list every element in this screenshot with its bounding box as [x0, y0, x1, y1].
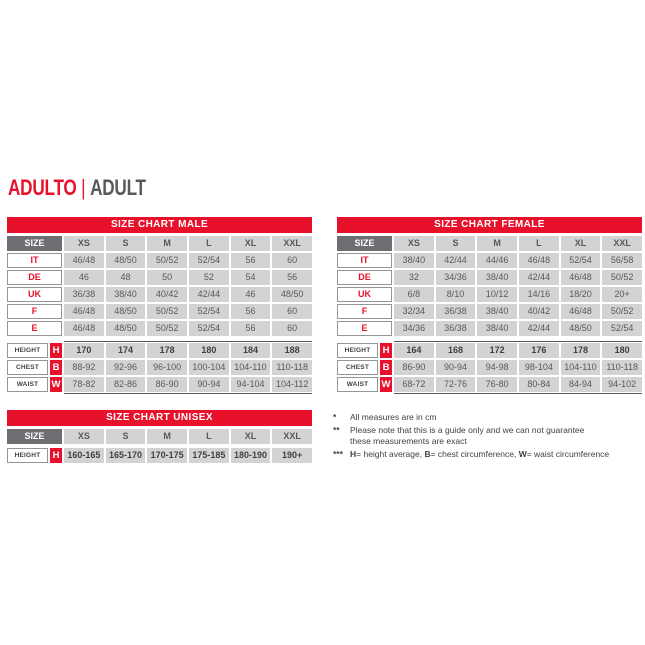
size-value-cell: 32 — [394, 270, 434, 285]
size-row — [7, 287, 312, 302]
measurement-value-cell: 175-185 — [189, 448, 229, 463]
measurement-name-cell: HEIGHT — [7, 448, 48, 463]
measurement-value-cell: 168 — [436, 343, 476, 358]
size-row — [7, 270, 312, 285]
row-label-cell: DE — [337, 270, 392, 285]
measurement-block — [7, 341, 312, 394]
measurement-value-cell: 174 — [106, 343, 146, 358]
measurement-value-cell: 165-170 — [106, 448, 146, 463]
column-header-cell: XXL — [602, 236, 642, 251]
row-label-cell: IT — [7, 253, 62, 268]
measurement-value-cell: 94-98 — [477, 360, 517, 375]
size-value-cell: 52 — [189, 270, 229, 285]
measurement-label — [7, 360, 62, 375]
measurement-value-cell: 94-102 — [602, 377, 642, 392]
measurement-block — [7, 448, 312, 463]
size-value-cell: 46/48 — [561, 270, 601, 285]
footnotes — [333, 412, 645, 462]
measurement-value-cell: 82-86 — [106, 377, 146, 392]
size-value-cell: 46/48 — [561, 304, 601, 319]
measurement-value-cell: 104-110 — [561, 360, 601, 375]
measurement-value-cell: 86-90 — [394, 360, 434, 375]
column-header-cell: XXL — [272, 429, 312, 444]
column-header-cell: XXL — [272, 236, 312, 251]
size-value-cell: 46 — [231, 287, 271, 302]
page-title — [8, 175, 146, 201]
measurement-value-cell: 178 — [561, 343, 601, 358]
measurement-name-cell: WAIST — [7, 377, 48, 392]
measurement-letter-badge: H — [50, 448, 62, 463]
measurement-name-cell: WAIST — [337, 377, 378, 392]
size-value-cell: 46/48 — [64, 253, 104, 268]
measurement-letter-badge: W — [51, 379, 61, 390]
column-header-cell: S — [436, 236, 476, 251]
size-value-cell: 42/44 — [519, 321, 559, 336]
size-value-cell: 34/36 — [394, 321, 434, 336]
measurement-name-cell: CHEST — [7, 360, 48, 375]
size-value-cell: 32/34 — [394, 304, 434, 319]
size-value-cell: 36/38 — [436, 321, 476, 336]
size-value-cell: 44/46 — [477, 253, 517, 268]
measurement-value-cell: 180 — [189, 343, 229, 358]
column-header-cell: XL — [561, 236, 601, 251]
measurement-value-cell: 68-72 — [394, 377, 434, 392]
size-chart-male-table — [7, 217, 312, 394]
measurement-letter-badge: H — [50, 343, 62, 358]
size-value-cell: 60 — [272, 304, 312, 319]
size-value-cell: 48/50 — [106, 321, 146, 336]
size-value-cell: 50/52 — [602, 304, 642, 319]
size-value-cell: 42/44 — [519, 270, 559, 285]
size-value-cell: 10/12 — [477, 287, 517, 302]
size-value-cell: 38/40 — [394, 253, 434, 268]
size-value-cell: 40/42 — [519, 304, 559, 319]
size-value-cell: 46/48 — [64, 321, 104, 336]
measurement-value-cell: 78-82 — [64, 377, 104, 392]
measurement-value-cell: 80-84 — [519, 377, 559, 392]
row-label-cell: UK — [337, 287, 392, 302]
measurement-row — [337, 360, 642, 375]
footnote — [333, 425, 645, 447]
size-value-cell: 54 — [231, 270, 271, 285]
measurement-value-cell: 170-175 — [147, 448, 187, 463]
measurement-value-cell: 190+ — [272, 448, 312, 463]
size-value-cell: 50/52 — [147, 304, 187, 319]
measurement-value-cell: 164 — [394, 343, 434, 358]
size-value-cell: 38/40 — [477, 270, 517, 285]
measurement-value-cell: 88-92 — [64, 360, 104, 375]
table-header-row — [7, 429, 312, 444]
measurement-row — [7, 343, 312, 358]
measurement-row — [7, 377, 312, 392]
size-value-cell: 46 — [64, 270, 104, 285]
column-header-cell: M — [147, 236, 187, 251]
measurement-value-cell: 104-110 — [231, 360, 271, 375]
table-title-bar: SIZE CHART FEMALE — [337, 217, 642, 233]
column-header-cell: L — [189, 429, 229, 444]
size-value-cell: 34/36 — [436, 270, 476, 285]
size-value-cell: 20+ — [602, 287, 642, 302]
size-value-cell: 48/50 — [272, 287, 312, 302]
measurement-label — [337, 377, 392, 392]
row-label-cell: UK — [7, 287, 62, 302]
measurement-letter-badge: B — [380, 360, 392, 375]
size-value-cell: 52/54 — [561, 253, 601, 268]
row-label-cell: IT — [337, 253, 392, 268]
measurement-value-cell: 178 — [147, 343, 187, 358]
row-label-cell: E — [337, 321, 392, 336]
size-value-cell: 48/50 — [561, 321, 601, 336]
measurement-value-cell: 98-104 — [519, 360, 559, 375]
size-header-cell: SIZE — [7, 236, 62, 251]
size-value-cell: 42/44 — [436, 253, 476, 268]
size-value-cell: 52/54 — [189, 304, 229, 319]
size-row — [7, 321, 312, 336]
size-value-cell: 38/40 — [477, 321, 517, 336]
size-value-cell: 56/58 — [602, 253, 642, 268]
measurement-value-cell: 104-112 — [272, 377, 312, 392]
column-header-cell: S — [106, 236, 146, 251]
measurement-value-cell: 176 — [519, 343, 559, 358]
size-row — [7, 304, 312, 319]
footnote — [333, 449, 645, 460]
size-value-cell: 52/54 — [189, 253, 229, 268]
measurement-value-cell: 110-118 — [272, 360, 312, 375]
size-row — [337, 287, 642, 302]
size-header-cell: SIZE — [337, 236, 392, 251]
footnote-marker: ** — [333, 425, 340, 435]
size-value-cell: 36/38 — [64, 287, 104, 302]
row-label-cell: E — [7, 321, 62, 336]
measurement-row — [7, 360, 312, 375]
size-value-cell: 50 — [147, 270, 187, 285]
measurement-name-cell: CHEST — [337, 360, 378, 375]
column-header-cell: M — [147, 429, 187, 444]
measurement-label — [7, 377, 62, 392]
table-title-bar: SIZE CHART MALE — [7, 217, 312, 233]
footnote-text: Please note that this is a guide only and we can not guarantee these measurements are exact — [350, 425, 585, 446]
size-value-cell: 46/48 — [519, 253, 559, 268]
measurement-letter-badge: H — [380, 343, 392, 358]
size-row — [337, 253, 642, 268]
size-value-cell: 14/16 — [519, 287, 559, 302]
size-value-cell: 52/54 — [602, 321, 642, 336]
row-label-cell: F — [337, 304, 392, 319]
measurement-label — [7, 343, 62, 358]
column-header-cell: XS — [64, 236, 104, 251]
measurement-value-cell: 90-94 — [189, 377, 229, 392]
size-value-cell: 56 — [231, 304, 271, 319]
measurement-label — [337, 360, 392, 375]
size-value-cell: 42/44 — [189, 287, 229, 302]
size-row — [337, 270, 642, 285]
footnote-text: All measures are in cm — [350, 412, 437, 422]
size-value-cell: 36/38 — [436, 304, 476, 319]
measurement-value-cell: 170 — [64, 343, 104, 358]
measurement-value-cell: 184 — [231, 343, 271, 358]
size-value-cell: 50/52 — [602, 270, 642, 285]
page-title-separator: | — [81, 175, 86, 200]
size-value-cell: 48/50 — [106, 304, 146, 319]
size-value-cell: 48/50 — [106, 253, 146, 268]
table-header-row — [7, 236, 312, 251]
row-label-cell: DE — [7, 270, 62, 285]
column-header-cell: XL — [231, 429, 271, 444]
measurement-value-cell: 180 — [602, 343, 642, 358]
footnote — [333, 412, 645, 423]
size-row — [7, 253, 312, 268]
measurement-row — [337, 377, 642, 392]
measurement-value-cell: 86-90 — [147, 377, 187, 392]
measurement-value-cell: 188 — [272, 343, 312, 358]
measurement-value-cell: 92-96 — [106, 360, 146, 375]
column-header-cell: S — [106, 429, 146, 444]
measurement-value-cell: 172 — [477, 343, 517, 358]
measurement-value-cell: 84-94 — [561, 377, 601, 392]
size-value-cell: 48 — [106, 270, 146, 285]
measurement-label — [7, 448, 62, 463]
size-value-cell: 40/42 — [147, 287, 187, 302]
measurement-value-cell: 90-94 — [436, 360, 476, 375]
measurement-name-cell: HEIGHT — [7, 343, 48, 358]
column-header-cell: XS — [64, 429, 104, 444]
size-value-cell: 18/20 — [561, 287, 601, 302]
measurement-label — [337, 343, 392, 358]
measurement-value-cell: 94-104 — [231, 377, 271, 392]
footnote-marker: *** — [333, 449, 343, 459]
size-value-cell: 52/54 — [189, 321, 229, 336]
size-value-cell: 50/52 — [147, 253, 187, 268]
size-value-cell: 56 — [231, 321, 271, 336]
measurement-value-cell: 96-100 — [147, 360, 187, 375]
size-row — [337, 304, 642, 319]
size-value-cell: 50/52 — [147, 321, 187, 336]
measurement-value-cell: 100-104 — [189, 360, 229, 375]
measurement-row — [7, 448, 312, 463]
measurement-value-cell: 180-190 — [231, 448, 271, 463]
table-header-row — [337, 236, 642, 251]
row-label-cell: F — [7, 304, 62, 319]
size-value-cell: 56 — [272, 270, 312, 285]
measurement-value-cell: 72-76 — [436, 377, 476, 392]
size-chart-female-table — [337, 217, 642, 394]
size-value-cell: 8/10 — [436, 287, 476, 302]
page-title-secondary: ADULT — [90, 175, 146, 200]
column-header-cell: L — [519, 236, 559, 251]
footnote-marker: * — [333, 412, 337, 422]
table-title-bar: SIZE CHART UNISEX — [7, 410, 312, 426]
size-value-cell: 38/40 — [106, 287, 146, 302]
measurement-block — [337, 341, 642, 394]
size-header-cell: SIZE — [7, 429, 62, 444]
column-header-cell: XL — [231, 236, 271, 251]
measurement-value-cell: 110-118 — [602, 360, 642, 375]
measurement-name-cell: HEIGHT — [337, 343, 378, 358]
measurement-letter-badge: B — [50, 360, 62, 375]
size-value-cell: 46/48 — [64, 304, 104, 319]
page-title-primary: ADULTO — [8, 175, 77, 200]
size-value-cell: 60 — [272, 253, 312, 268]
measurement-value-cell: 160-165 — [64, 448, 104, 463]
column-header-cell: M — [477, 236, 517, 251]
measurement-row — [337, 343, 642, 358]
size-chart-unisex-table — [7, 410, 312, 463]
size-value-cell: 6/8 — [394, 287, 434, 302]
footnote-text: H= height average, B= chest circumference, W= waist circumference — [350, 449, 610, 459]
column-header-cell: L — [189, 236, 229, 251]
column-header-cell: XS — [394, 236, 434, 251]
size-value-cell: 56 — [231, 253, 271, 268]
size-row — [337, 321, 642, 336]
size-value-cell: 38/40 — [477, 304, 517, 319]
measurement-letter-badge: W — [381, 379, 391, 390]
measurement-value-cell: 76-80 — [477, 377, 517, 392]
size-value-cell: 60 — [272, 321, 312, 336]
